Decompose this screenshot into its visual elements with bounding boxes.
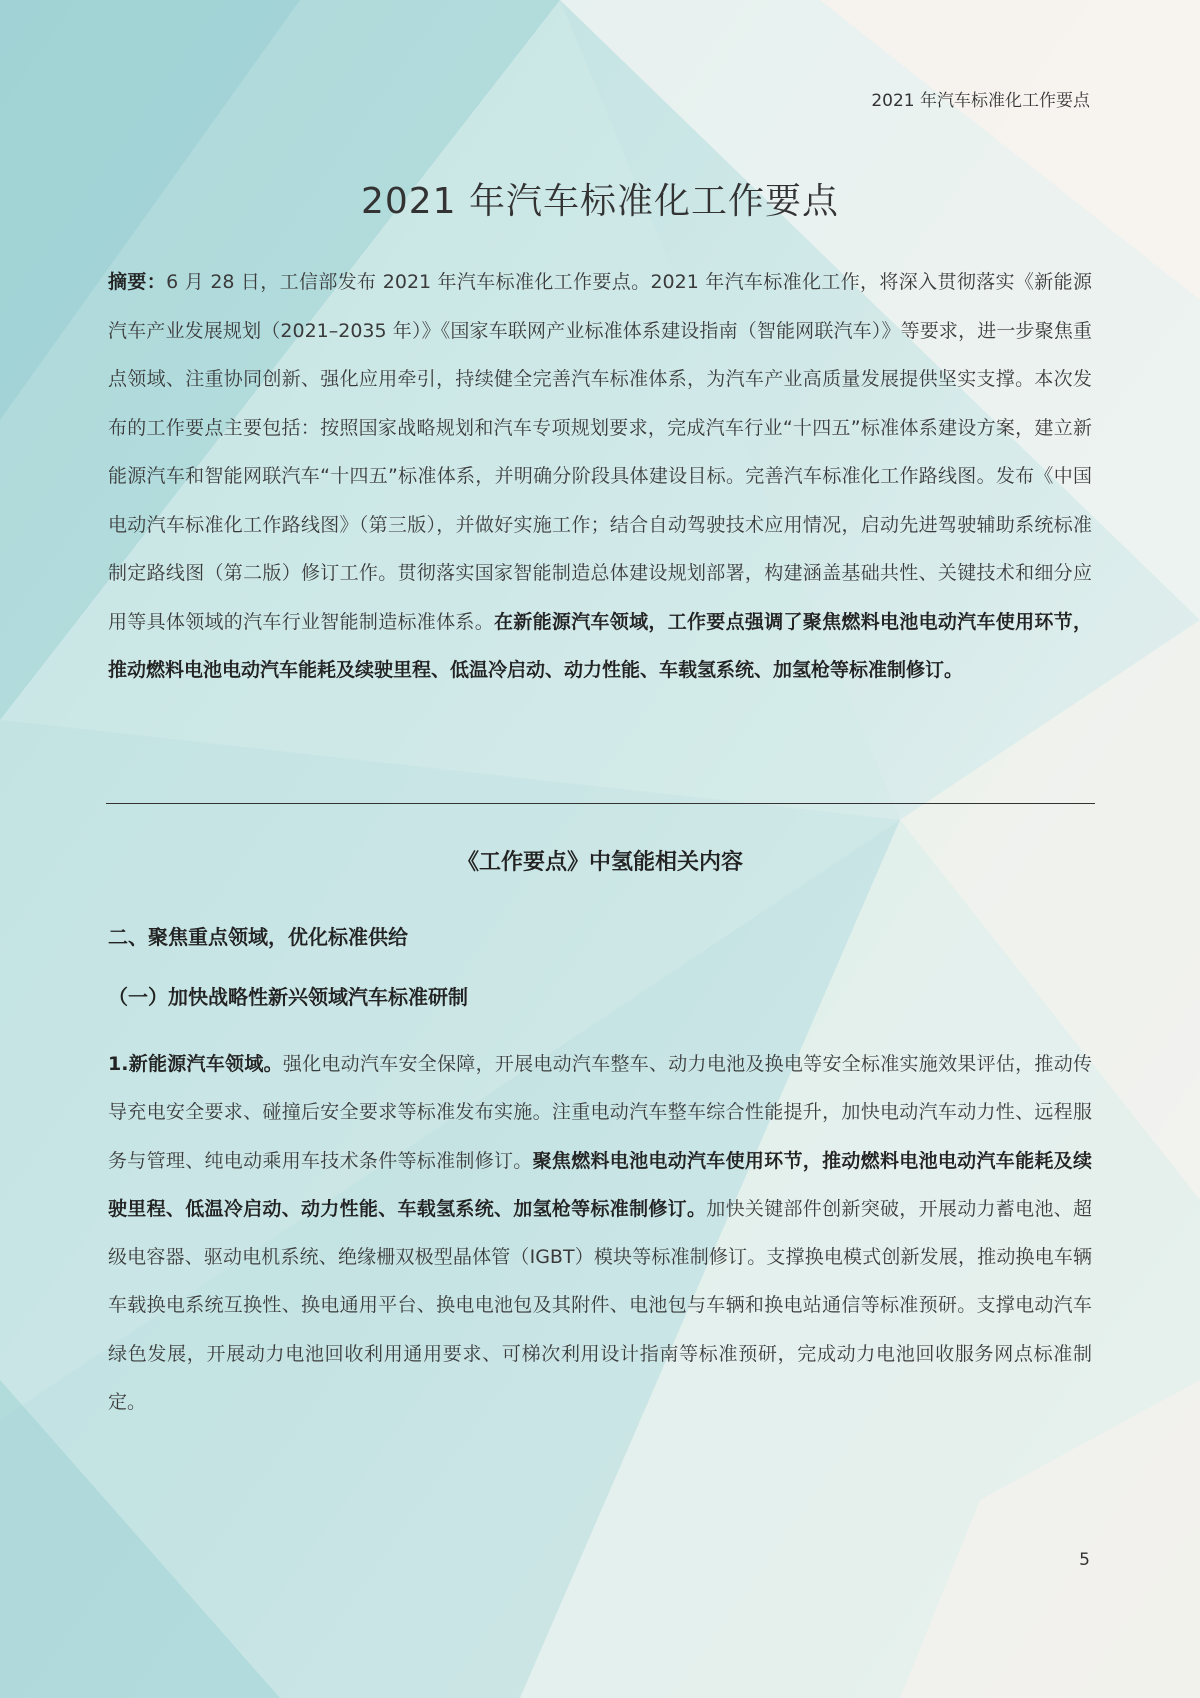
abstract-paragraph <box>108 258 1092 695</box>
abstract-bold-text: 在新能源汽车领域，工作要点强调了聚焦燃料电池电动汽车使用环节，推动燃料电池电动汽车能耗及续驶里程、低温冷启动、动力性能、车载氢系统、加氢枪等标准制修订。 <box>108 610 1092 681</box>
paragraph-text-2: 加快关键部件创新突破，开展动力蓄电池、超级电容器、驱动电机系统、绝缘栅双极型晶体管（IGBT）模块等标准制修订。支撑换电模式创新发展，推动换电车辆车载换电系统互换性、换电通用平台、换电电池包及其附件、电池包与车辆和换电站通信等标准预研。支撑电动汽车绿色发展，开展动力电池回收利用通用要求、可梯次利用设计指南等标准预研，完成动力电池回收服务网点标准制定。 <box>108 1197 1092 1414</box>
running-header: 2021 年汽车标准化工作要点 <box>871 91 1090 111</box>
paragraph-bold-text: 聚焦燃料电池电动汽车使用环节，推动燃料电池电动汽车能耗及续驶里程、低温冷启动、动力性能、车载氢系统、加氢枪等标准制修订。 <box>108 1149 1092 1220</box>
body-paragraph <box>108 1040 1092 1426</box>
heading-level-2: 二、聚焦重点领域，优化标准供给 <box>108 925 408 949</box>
abstract-label: 摘要： <box>108 271 167 293</box>
heading-level-3: （一）加快战略性新兴领域汽车标准研制 <box>108 985 468 1009</box>
abstract-text: 6 月 28 日，工信部发布 2021 年汽车标准化工作要点。2021 年汽车标准化工作，将深入贯彻落实《新能源汽车产业发展规划（2021–2035 年）》《国家车联网产业标准体系建设指南（智能网联汽车）》等要求，进一步聚焦重点领域、注重协同创新、强化应用牵引，持续健全完善汽车标准体系，为汽车产业高质量发展提供坚实支撑。本次发布的工作要点主要包括：按照国家战略规划和汽车专项规划要求，完成汽车行业“十四五”标准体系建设方案，建立新能源汽车和智能网联汽车“十四五”标准体系，并明确分阶段具体建设目标。完善汽车标准化工作路线图。发布《中国电动汽车标准化工作路线图》（第三版），并做好实施工作；结合自动驾驶技术应用情况，启动先进驾驶辅助系统标准制定路线图（第二版）修订工作。贯彻落实国家智能制造总体建设规划部署，构建涵盖基础共性、关键技术和细分应用等具体领域的汽车行业智能制造标准体系。 <box>108 271 1092 633</box>
section-divider <box>106 803 1095 804</box>
paragraph-lead: 1.新能源汽车领域。 <box>108 1053 283 1075</box>
section-title: 《工作要点》中氢能相关内容 <box>456 850 743 875</box>
document-title: 2021 年汽车标准化工作要点 <box>360 181 840 222</box>
paragraph-text-1: 强化电动汽车安全保障，开展电动汽车整车、动力电池及换电等安全标准实施效果评估，推动传导充电安全要求、碰撞后安全要求等标准发布实施。注重电动汽车整车综合性能提升，加快电动汽车动力性、远程服务与管理、纯电动乘用车技术条件等标准制修订。 <box>108 1053 1092 1172</box>
page-number: 5 <box>1079 1550 1090 1570</box>
